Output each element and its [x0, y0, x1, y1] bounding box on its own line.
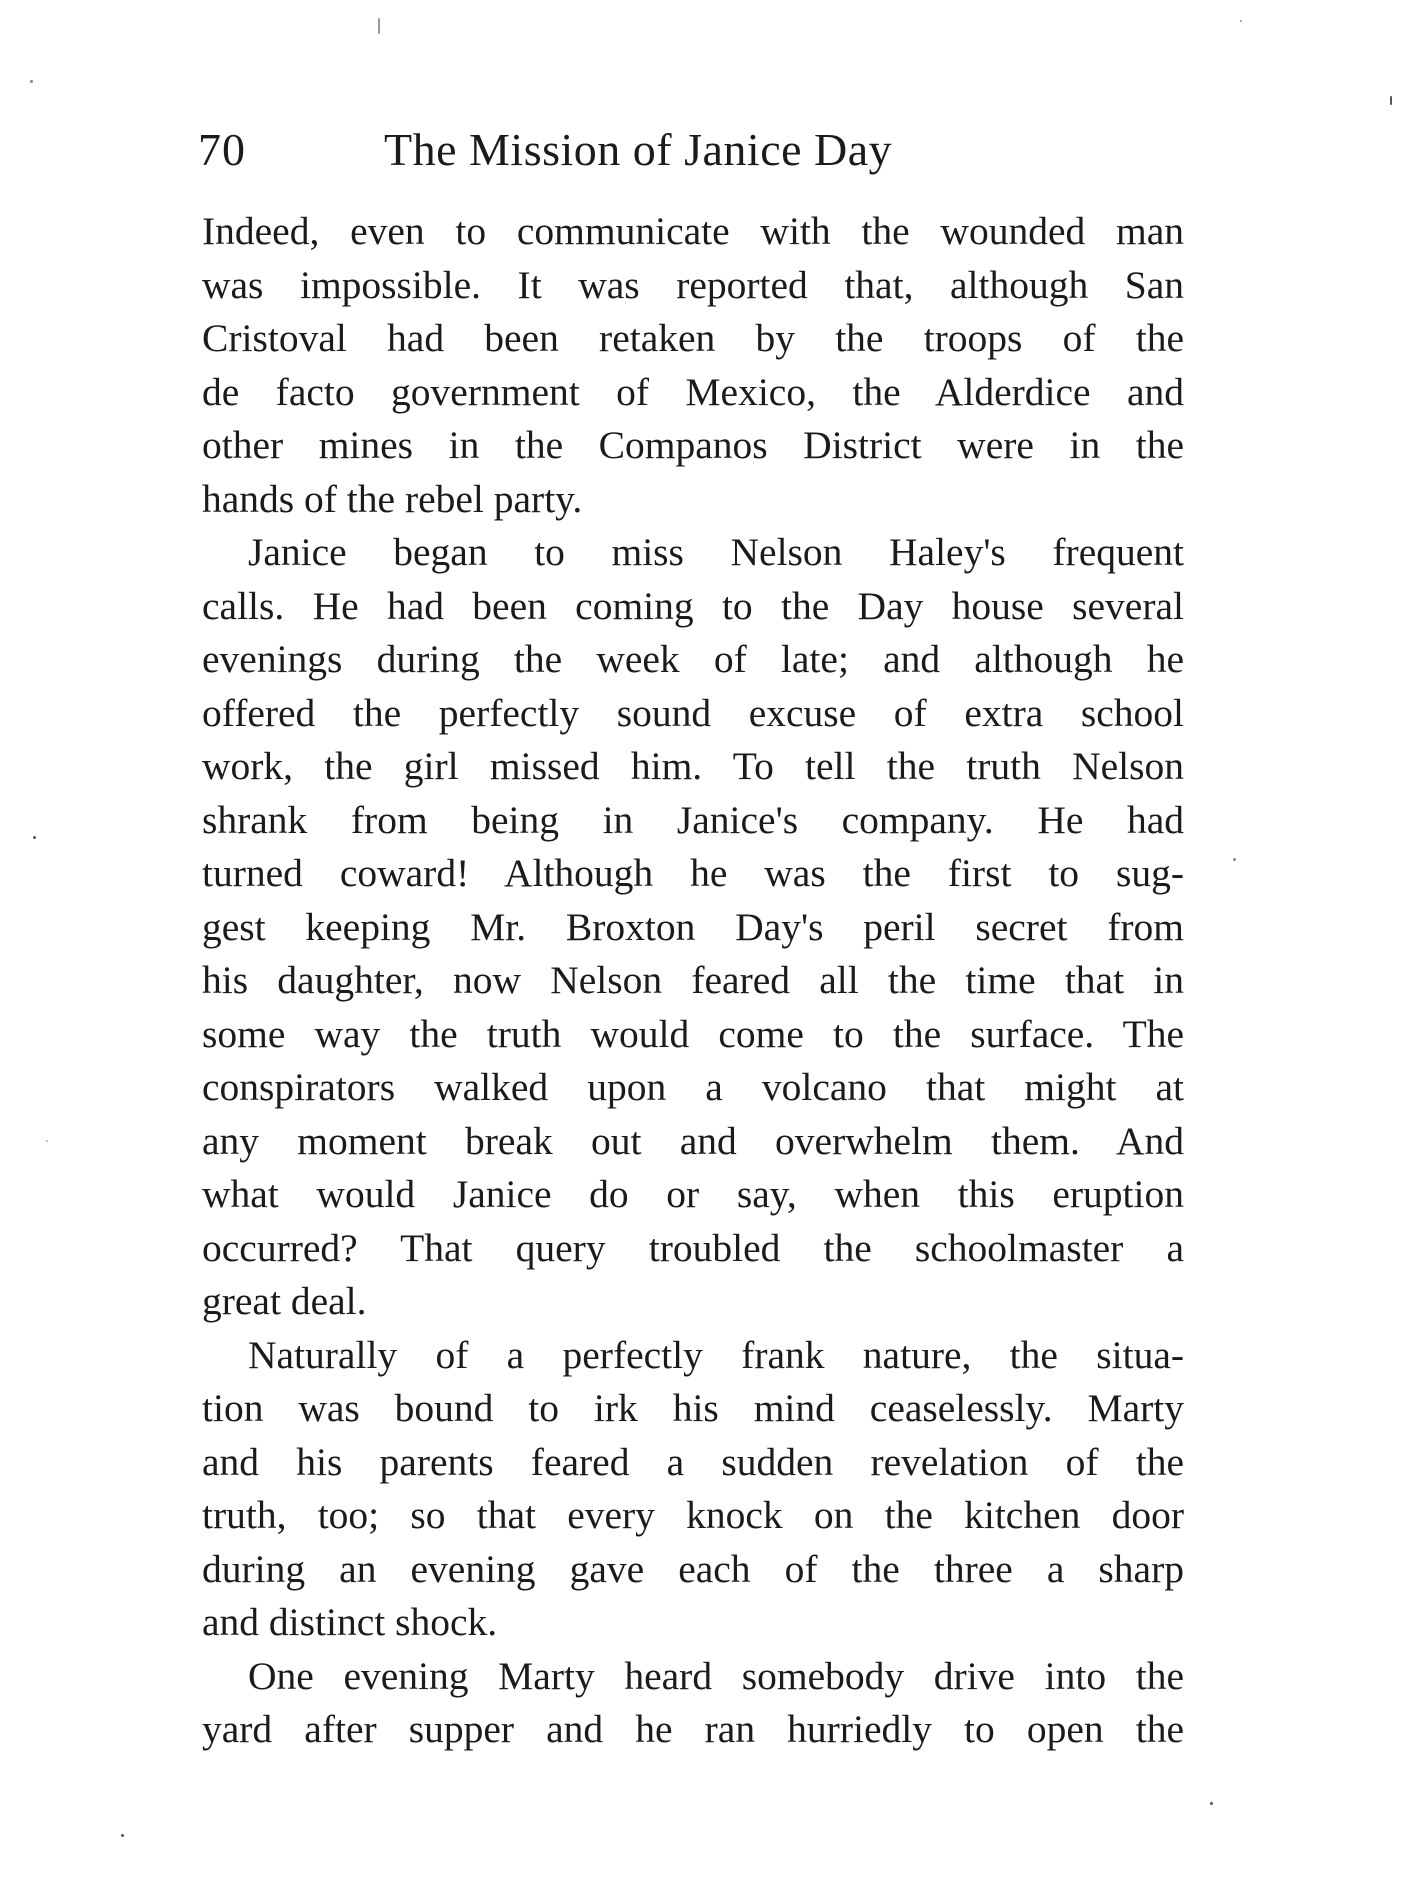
text-line: evenings during the week of late; and although he: [202, 637, 1184, 681]
scan-speck: [1390, 96, 1392, 105]
scan-speck: [378, 18, 380, 34]
text-line: calls. He had been coming to the Day house several: [202, 583, 1184, 628]
text-line: his daughter, now Nelson feared all the time that in: [202, 958, 1184, 1002]
text-line: other mines in the Companos District were in the: [202, 423, 1184, 467]
paragraph: [202, 526, 1184, 1329]
text-line: occurred? That query troubled the schoolmaster a: [202, 1225, 1184, 1270]
scan-speck: [1240, 20, 1242, 22]
text-line: hands of the rebel party.: [202, 476, 583, 521]
text-line: de facto government of Mexico, the Alderdice and: [202, 369, 1184, 414]
text-line: shrank from being in Janice's company. He had: [202, 797, 1184, 842]
book-title: The Mission of Janice Day: [384, 124, 893, 175]
text-line: tion was bound to irk his mind ceaselessly. Marty: [202, 1386, 1184, 1430]
paragraph: [202, 1650, 1184, 1757]
text-line: conspirators walked upon a volcano that might at: [202, 1065, 1184, 1109]
running-head: [198, 120, 988, 180]
text-line: great deal.: [202, 1279, 367, 1323]
text-line: work, the girl missed him. To tell the truth Nelson: [202, 744, 1184, 788]
text-line: One evening Marty heard somebody drive into the: [248, 1653, 1184, 1698]
scan-speck: [121, 1834, 124, 1837]
paragraph: [202, 205, 1184, 526]
text-line: was impossible. It was reported that, although San: [202, 262, 1184, 307]
text-line: any moment break out and overwhelm them. And: [202, 1118, 1184, 1163]
text-line: offered the perfectly sound excuse of extra school: [202, 690, 1184, 735]
text-line: what would Janice do or say, when this eruption: [202, 1172, 1184, 1216]
text-line: Naturally of a perfectly frank nature, the situa-: [248, 1332, 1184, 1377]
text-line: some way the truth would come to the surface. The: [202, 1011, 1184, 1056]
text-line: truth, too; so that every knock on the kitchen door: [202, 1493, 1184, 1537]
scan-speck: [46, 1140, 48, 1142]
scan-speck: [1233, 858, 1236, 861]
body-text: [202, 205, 1184, 1757]
text-line: and his parents feared a sudden revelation of the: [202, 1439, 1184, 1484]
scan-speck: [1210, 1802, 1213, 1805]
text-line: during an evening gave each of the three a sharp: [202, 1546, 1184, 1591]
text-line: turned coward! Although he was the first to sug-: [202, 851, 1184, 895]
scan-speck: [33, 836, 36, 839]
text-line: yard after supper and he ran hurriedly to open the: [202, 1707, 1184, 1751]
paragraph: [202, 1329, 1184, 1650]
page-number: 70: [198, 124, 246, 175]
text-line: Janice began to miss Nelson Haley's frequent: [248, 530, 1184, 574]
text-line: Indeed, even to communicate with the wounded man: [202, 209, 1184, 253]
text-line: Cristoval had been retaken by the troops of the: [202, 316, 1184, 360]
text-line: gest keeping Mr. Broxton Day's peril secret from: [202, 904, 1184, 949]
text-line: and distinct shock.: [202, 1600, 498, 1644]
scan-speck: [30, 80, 33, 83]
